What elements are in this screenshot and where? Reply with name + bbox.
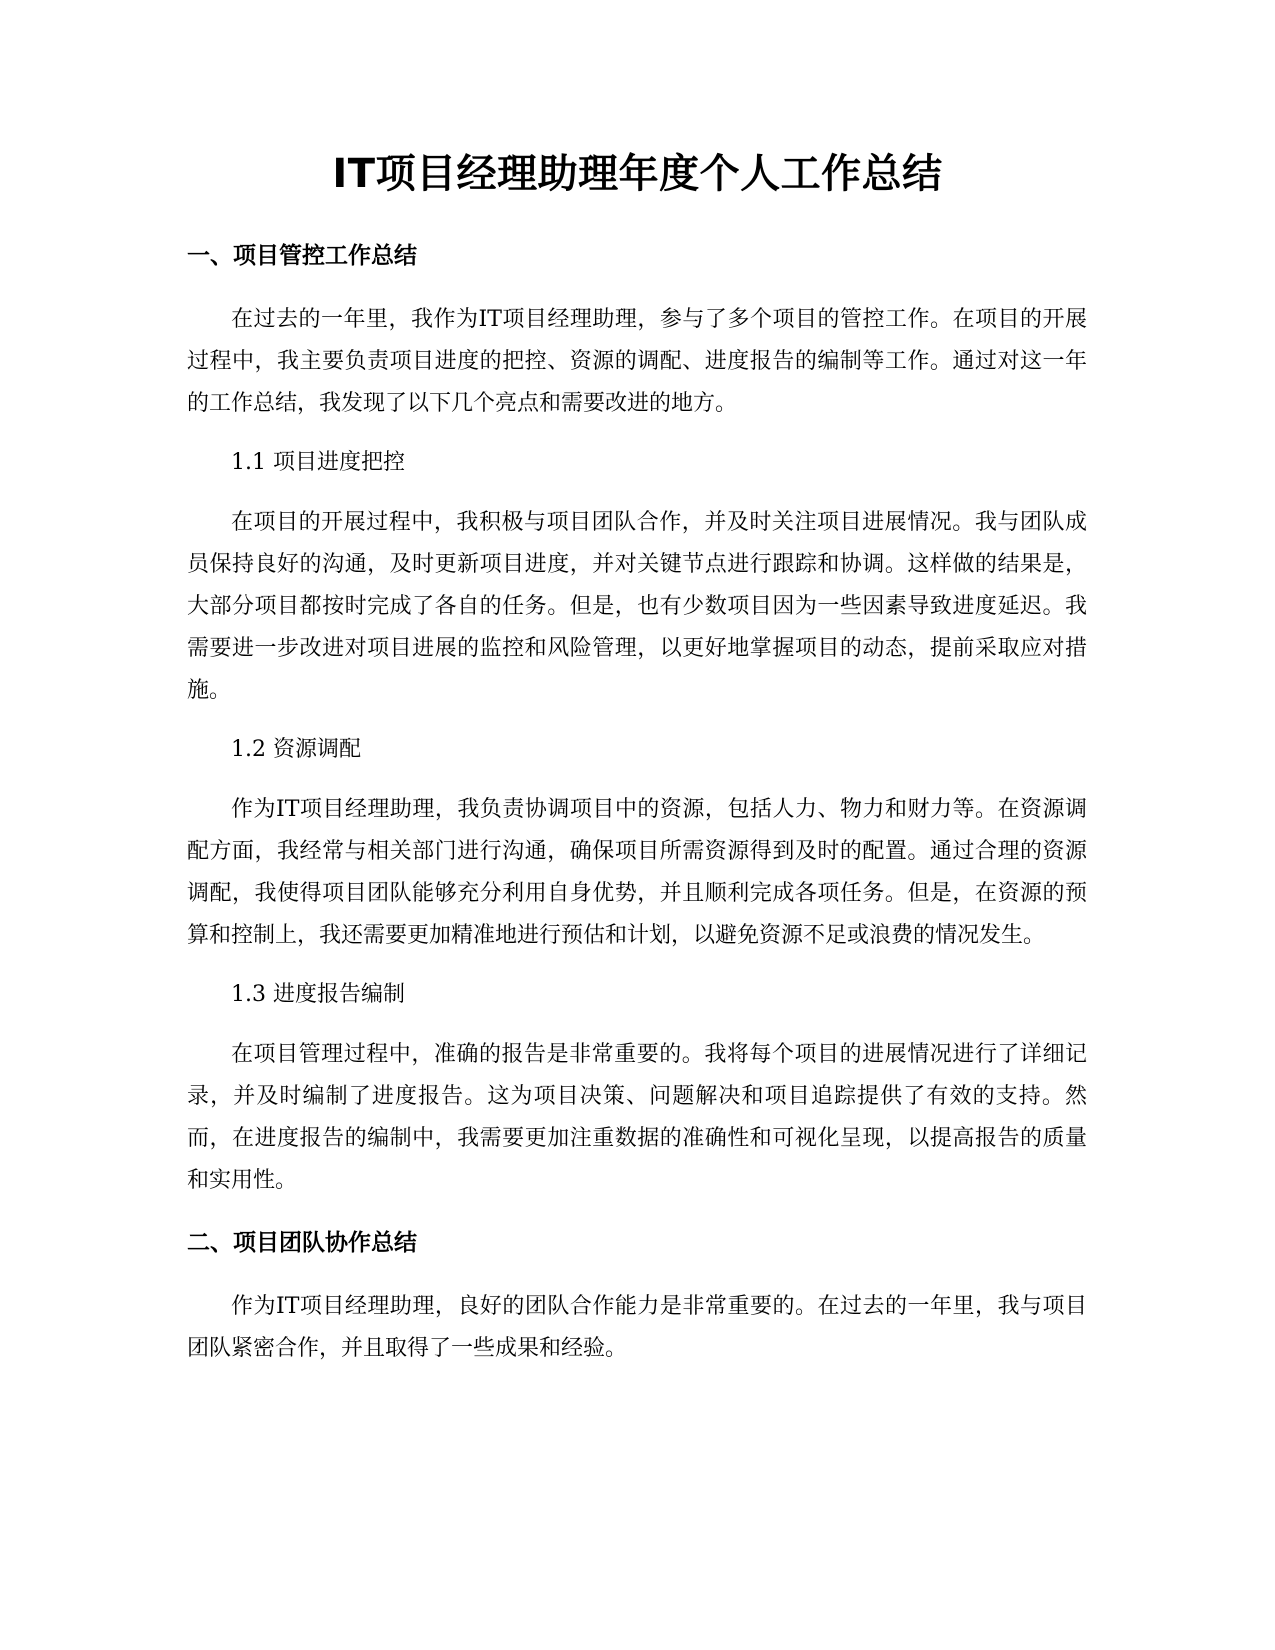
section-1-intro-paragraph: 在过去的一年里，我作为IT项目经理助理，参与了多个项目的管控工作。在项目的开展过程中，我主要负责项目进度的把控、资源的调配、进度报告的编制等工作。通过对这一年的工作总结，我发现了以下几个亮点和需要改进的地方。 [187,307,1087,416]
subsection-1-3-paragraph: 在项目管理过程中，准确的报告是非常重要的。我将每个项目的进展情况进行了详细记录，并及时编制了进度报告。这为项目决策、问题解决和项目追踪提供了有效的支持。然而，在进度报告的编制中，我需要更加注重数据的准确性和可视化呈现，以提高报告的质量和实用性。 [187,1042,1087,1193]
subsection-1-2-paragraph: 作为IT项目经理助理，我负责协调项目中的资源，包括人力、物力和财力等。在资源调配方面，我经常与相关部门进行沟通，确保项目所需资源得到及时的配置。通过合理的资源调配，我使得项目团队能够充分利用自身优势，并且顺利完成各项任务。但是，在资源的预算和控制上，我还需要更加精准地进行预估和计划，以避免资源不足或浪费的情况发生。 [187,797,1087,948]
section-heading-2: 二、项目团队协作总结 [187,1230,417,1256]
subsection-heading-1-1: 1.1 项目进度把控 [231,450,405,475]
subsection-heading-1-3: 1.3 进度报告编制 [231,982,405,1007]
document-title: IT项目经理助理年度个人工作总结 [332,151,943,197]
subsection-1-1-paragraph: 在项目的开展过程中，我积极与项目团队合作，并及时关注项目进展情况。我与团队成员保持良好的沟通，及时更新项目进度，并对关键节点进行跟踪和协调。这样做的结果是，大部分项目都按时完成了各自的任务。但是，也有少数项目因为一些因素导致进度延迟。我需要进一步改进对项目进展的监控和风险管理，以更好地掌握项目的动态，提前采取应对措施。 [187,510,1087,703]
document-body [187,240,1087,1370]
section-heading-1: 一、项目管控工作总结 [187,243,417,269]
section-2-intro-paragraph: 作为IT项目经理助理，良好的团队合作能力是非常重要的。在过去的一年里，我与项目团队紧密合作，并且取得了一些成果和经验。 [187,1294,1087,1361]
subsection-heading-1-2: 1.2 资源调配 [231,737,361,762]
